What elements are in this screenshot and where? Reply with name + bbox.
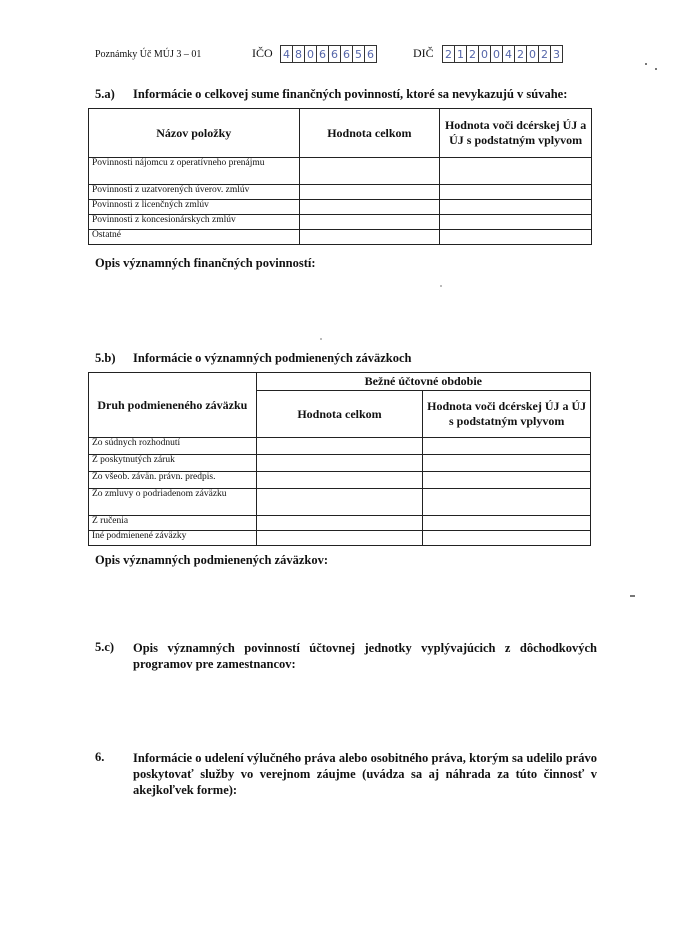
ico-boxes bbox=[280, 45, 377, 63]
section-5b-title: Informácie o významných podmienených záväzkoch bbox=[133, 351, 412, 365]
ico-digit-box: 0 bbox=[305, 45, 317, 63]
table-row-label: Z ručenia bbox=[89, 516, 257, 531]
ico-digit-box: 6 bbox=[317, 45, 329, 63]
ico-digit-box: 6 bbox=[341, 45, 353, 63]
table-cell bbox=[440, 200, 592, 215]
table-cell bbox=[256, 438, 423, 455]
column-header-type: Druh podmieneného záväzku bbox=[89, 373, 257, 438]
ico-digit-box: 4 bbox=[280, 45, 293, 63]
dic-digit-box: 3 bbox=[551, 45, 563, 63]
section-5a-number: 5.a) bbox=[95, 87, 115, 101]
dic-digit-box: 0 bbox=[491, 45, 503, 63]
table-cell bbox=[423, 472, 591, 489]
contingent-liabilities-table bbox=[88, 372, 591, 546]
scan-speck bbox=[655, 68, 657, 70]
dic-digit-box: 4 bbox=[503, 45, 515, 63]
table-cell bbox=[423, 489, 591, 516]
table-cell bbox=[423, 531, 591, 546]
form-label: Poznámky Úč MÚJ 3 – 01 bbox=[95, 49, 202, 60]
table-cell bbox=[299, 200, 440, 215]
table-cell bbox=[299, 230, 440, 245]
table-cell bbox=[256, 531, 423, 546]
table-cell bbox=[440, 230, 592, 245]
ico-digit-box: 8 bbox=[293, 45, 305, 63]
table-cell bbox=[299, 215, 440, 230]
table-cell bbox=[256, 516, 423, 531]
dic-digit-box: 2 bbox=[442, 45, 455, 63]
financial-obligations-table bbox=[88, 108, 592, 245]
ico-digit-box: 6 bbox=[365, 45, 377, 63]
dic-digit-box: 1 bbox=[455, 45, 467, 63]
table-cell bbox=[440, 185, 592, 200]
table-cell bbox=[256, 472, 423, 489]
section-5b-number: 5.b) bbox=[95, 351, 116, 365]
dic-digit-box: 2 bbox=[539, 45, 551, 63]
scan-speck bbox=[440, 285, 442, 287]
section-5c-number: 5.c) bbox=[95, 640, 115, 654]
dic-digit-box: 2 bbox=[515, 45, 527, 63]
dic-label: DIČ bbox=[413, 46, 434, 60]
table-row-label: Ostatné bbox=[89, 230, 300, 245]
table-cell bbox=[423, 516, 591, 531]
column-header-related: Hodnota voči dcérskej ÚJ a ÚJ s podstatným vplyvom bbox=[440, 109, 592, 158]
table-row-label: Z poskytnutých záruk bbox=[89, 455, 257, 472]
table-cell bbox=[423, 455, 591, 472]
table-row-label: Zo súdnych rozhodnutí bbox=[89, 438, 257, 455]
financial-obligations-description-label: Opis významných finančných povinností: bbox=[95, 256, 316, 270]
table-cell bbox=[440, 215, 592, 230]
table-row-label: Iné podmienené záväzky bbox=[89, 531, 257, 546]
table-cell bbox=[299, 185, 440, 200]
scan-speck bbox=[645, 63, 647, 65]
table-row-label: Zo zmluvy o podriadenom záväzku bbox=[89, 489, 257, 516]
section-5a-title: Informácie o celkovej sume finančných povinností, ktoré sa nevykazujú v súvahe: bbox=[133, 87, 568, 101]
table-row-label: Zo všeob. závän. právn. predpis. bbox=[89, 472, 257, 489]
ico-label: IČO bbox=[252, 46, 273, 60]
table-cell bbox=[256, 489, 423, 516]
table-cell bbox=[423, 438, 591, 455]
column-header-name: Názov položky bbox=[89, 109, 300, 158]
table-cell bbox=[256, 455, 423, 472]
section-6-number: 6. bbox=[95, 750, 105, 764]
contingent-liabilities-description-label: Opis významných podmienených záväzkov: bbox=[95, 553, 329, 567]
table-row-label: Povinnosti z licenčných zmlúv bbox=[89, 200, 300, 215]
ico-digit-box: 5 bbox=[353, 45, 365, 63]
column-header-total: Hodnota celkom bbox=[256, 391, 423, 438]
dic-digit-box: 0 bbox=[479, 45, 491, 63]
scan-speck bbox=[320, 338, 322, 340]
dic-boxes bbox=[442, 45, 563, 63]
column-header-total: Hodnota celkom bbox=[299, 109, 440, 158]
ico-digit-box: 6 bbox=[329, 45, 341, 63]
scan-speck bbox=[630, 595, 635, 597]
table-cell bbox=[299, 158, 440, 185]
column-header-period: Bežné účtovné obdobie bbox=[256, 373, 590, 391]
dic-digit-box: 2 bbox=[467, 45, 479, 63]
table-row-label: Povinnosti z uzatvorených úverov. zmlúv bbox=[89, 185, 300, 200]
column-header-related: Hodnota voči dcérskej ÚJ a ÚJ s podstatným vplyvom bbox=[423, 391, 591, 438]
table-row-label: Povinnosti nájomcu z operatívneho prenájmu bbox=[89, 158, 300, 185]
section-6-title: Informácie o udelení výlučného práva alebo osobitného práva, ktorým sa udelilo právo poskytovať služby vo verejnom záujme (uvádza sa aj náhrada za túto činnosť v akejkoľvek forme): bbox=[133, 751, 597, 797]
section-5c-title: Opis významných povinností účtovnej jednotky vyplývajúcich z dôchodkových programov pre zamestnancov: bbox=[133, 641, 597, 671]
table-cell bbox=[440, 158, 592, 185]
table-row-label: Povinnosti z koncesionárskych zmlúv bbox=[89, 215, 300, 230]
dic-digit-box: 0 bbox=[527, 45, 539, 63]
